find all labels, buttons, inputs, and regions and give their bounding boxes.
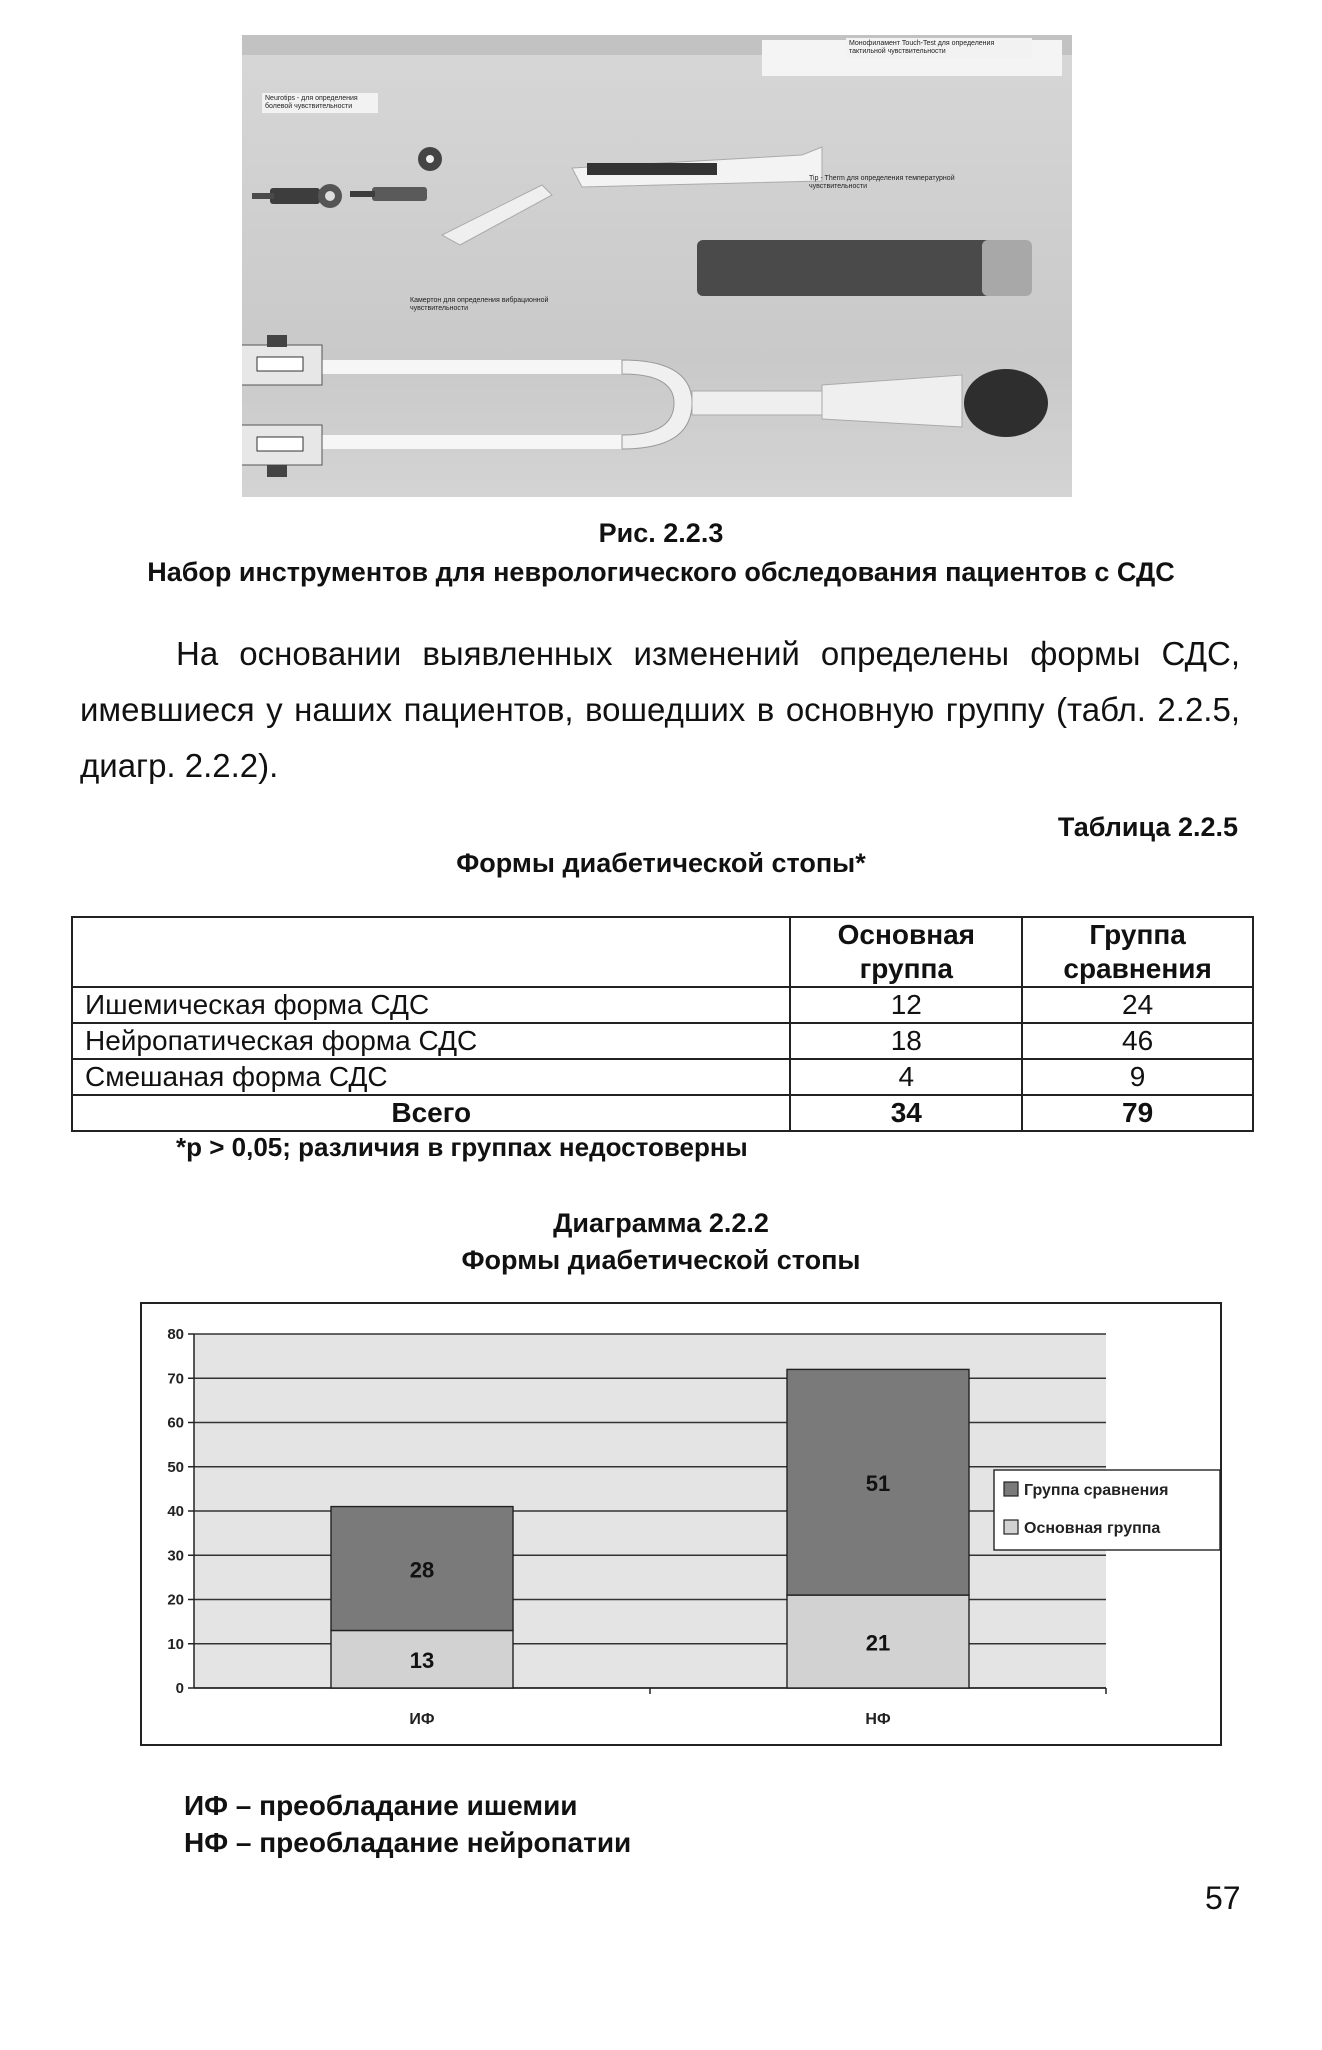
body-paragraph: На основании выявленных изменений определены формы СДС, имевшиеся у наших пациентов, вошедших в основную группу (табл. 2.2.5, диагр. 2.2.2).: [80, 635, 1240, 784]
table-cell-value: 4: [790, 1059, 1022, 1095]
y-tick-label: 30: [167, 1547, 184, 1565]
diabetic-foot-forms-table: [71, 916, 1254, 1132]
legend-entry: Группа сравнения: [1024, 1482, 1169, 1499]
table-header-empty: [72, 917, 790, 987]
table-cell-value: 46: [1022, 1023, 1253, 1059]
page-number: 57: [1205, 1880, 1241, 1916]
table-total-label: Всего: [72, 1095, 790, 1131]
neurotips-label: Neurotips - для определения болевой чувствительности: [262, 93, 378, 113]
y-tick-label: 50: [167, 1458, 184, 1476]
bar-data-label: 21: [865, 1630, 891, 1656]
table-footnote: *p > 0,05; различия в группах недостоверны: [176, 1132, 748, 1162]
table-row: [72, 987, 1253, 1023]
x-tick-label: ИФ: [409, 1711, 435, 1728]
x-tick-label: НФ: [865, 1711, 891, 1728]
table-cell-value: 24: [1022, 987, 1253, 1023]
y-tick-label: 0: [175, 1680, 184, 1697]
table-header-row: [72, 917, 1253, 987]
table-cell-value: 18: [790, 1023, 1022, 1059]
table-row: [72, 1023, 1253, 1059]
y-tick-label: 10: [167, 1635, 184, 1653]
chart-title: Формы диабетической стопы: [461, 1245, 861, 1275]
table-cell-label: Смешаная форма СДС: [72, 1059, 790, 1095]
table-title: Формы диабетической стопы*: [456, 848, 866, 878]
y-tick-label: 40: [167, 1503, 184, 1520]
table-cell-label: Нейропатическая форма СДС: [72, 1023, 790, 1059]
bar-data-label: 13: [409, 1648, 435, 1674]
tuning-fork-label: Камертон для определения вибрационной чувствительности: [410, 297, 549, 312]
bar-data-label: 51: [865, 1471, 891, 1497]
table-number: Таблица 2.2.5: [1057, 812, 1238, 842]
legend-swatch: [1004, 1520, 1018, 1534]
instruments-photo: [242, 35, 1072, 497]
tiptherm-label: Tip - Therm для определения температурной чувствительности: [809, 175, 955, 190]
monofilament-label: Монофиламент Touch-Test для определения тактильной чувствительности: [846, 38, 1032, 58]
figure-number: Рис. 2.2.3: [598, 518, 724, 548]
bar-data-label: 28: [409, 1557, 435, 1583]
table-cell-value: 9: [1022, 1059, 1253, 1095]
chart-svg: [140, 1302, 1222, 1746]
table-cell-value: 12: [790, 987, 1022, 1023]
table-header-comparison-group: Группа сравнения: [1022, 917, 1253, 987]
y-tick-label: 70: [167, 1370, 184, 1388]
y-tick-label: 60: [167, 1414, 184, 1432]
table-total-value: 79: [1022, 1095, 1253, 1131]
y-tick-label: 80: [167, 1326, 184, 1343]
abbreviation-nf: НФ – преобладание нейропатии: [184, 1827, 632, 1858]
stacked-bar-chart: [140, 1302, 1222, 1746]
legend-entry: Основная группа: [1024, 1520, 1161, 1537]
table-cell-label: Ишемическая форма СДС: [72, 987, 790, 1023]
figure-title: Набор инструментов для неврологического обследования пациентов с СДС: [147, 557, 1175, 587]
abbreviation-if: ИФ – преобладание ишемии: [184, 1790, 578, 1821]
table-row: [72, 1059, 1253, 1095]
chart-number: Диаграмма 2.2.2: [553, 1208, 769, 1238]
table-header-main-group: Основная группа: [790, 917, 1022, 987]
table-total-row: [72, 1095, 1253, 1131]
legend-swatch: [1004, 1482, 1018, 1496]
table-total-value: 34: [790, 1095, 1022, 1131]
y-tick-label: 20: [167, 1591, 184, 1609]
